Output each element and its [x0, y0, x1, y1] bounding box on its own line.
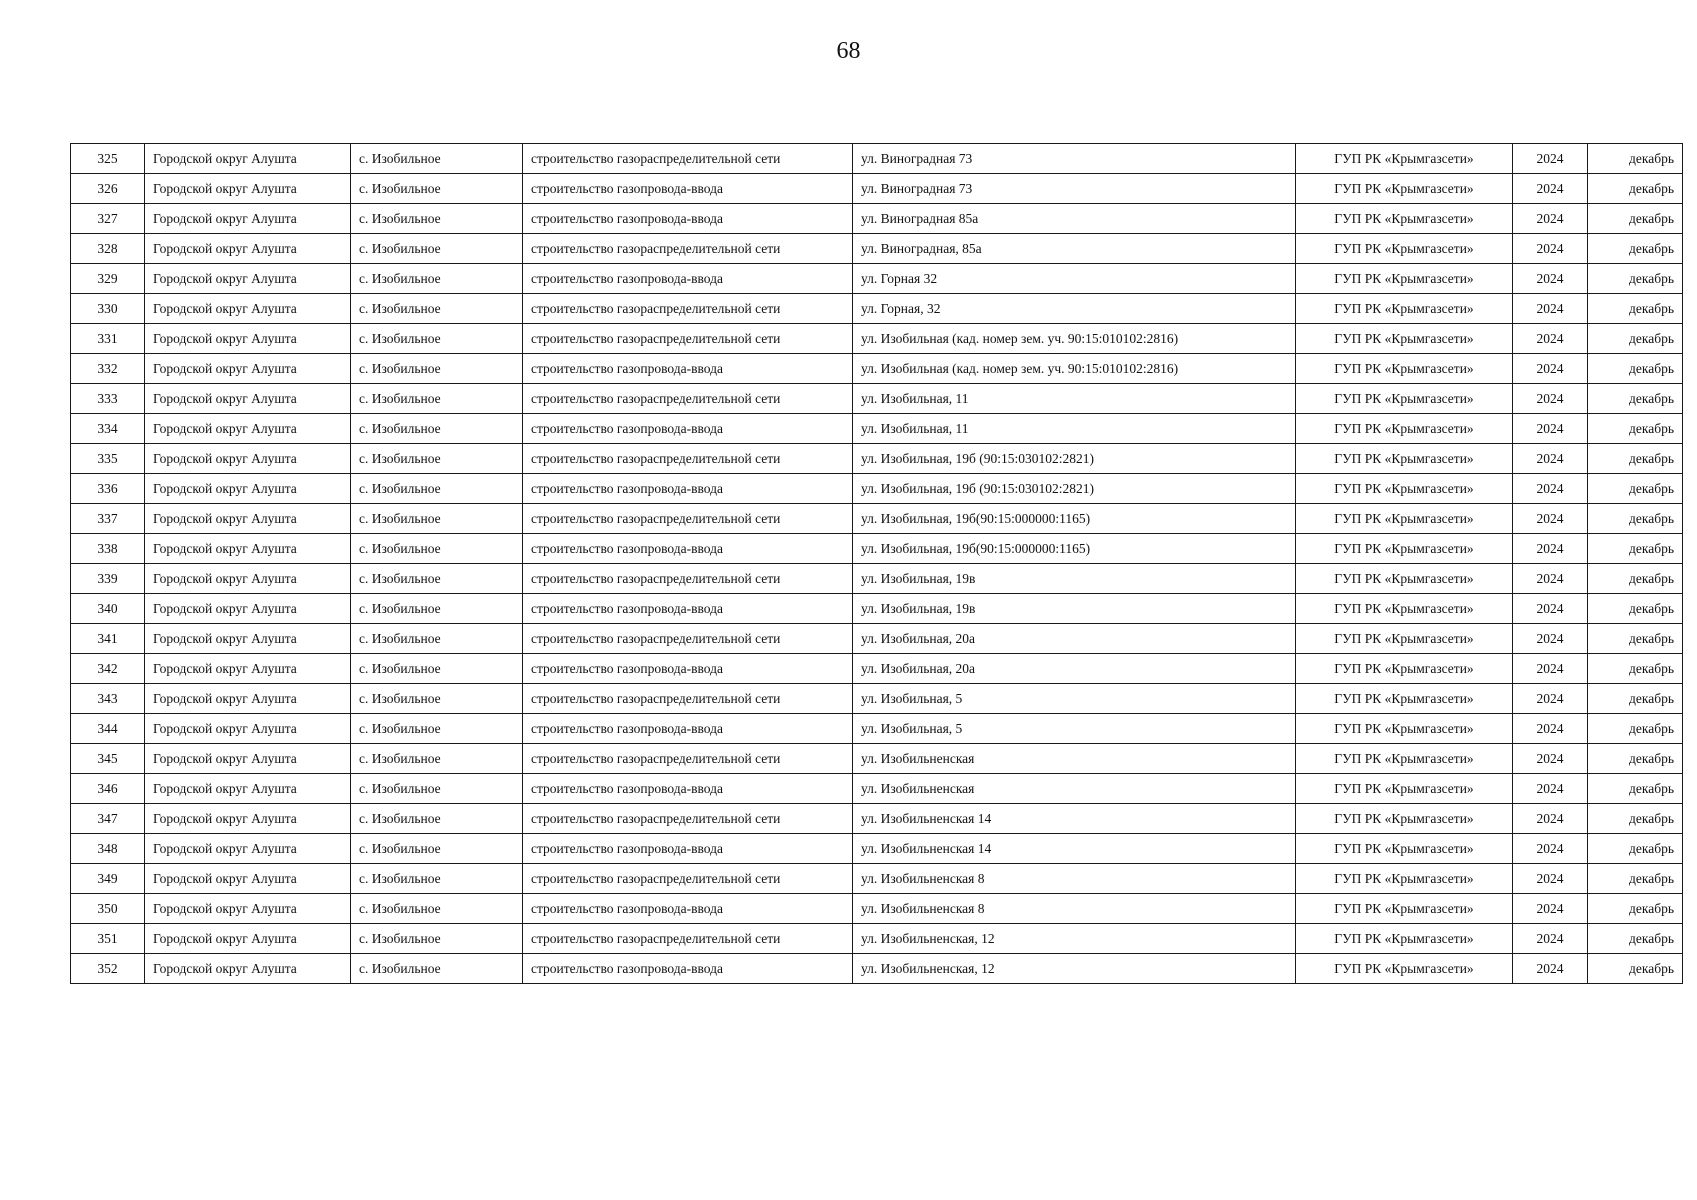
- settlement-cell: с. Изобильное: [351, 264, 523, 294]
- address-cell: ул. Изобильная, 19б (90:15:030102:2821): [853, 474, 1296, 504]
- year-cell: 2024: [1513, 264, 1588, 294]
- district-cell: Городской округ Алушта: [145, 444, 351, 474]
- month-cell: декабрь: [1588, 774, 1683, 804]
- table-row: [71, 234, 1683, 264]
- month-cell: декабрь: [1588, 894, 1683, 924]
- month-cell: декабрь: [1588, 684, 1683, 714]
- settlement-cell: с. Изобильное: [351, 864, 523, 894]
- row-number: 330: [71, 294, 145, 324]
- district-cell: Городской округ Алушта: [145, 924, 351, 954]
- month-cell: декабрь: [1588, 414, 1683, 444]
- table-row: [71, 744, 1683, 774]
- row-number: 341: [71, 624, 145, 654]
- address-cell: ул. Виноградная 73: [853, 144, 1296, 174]
- settlement-cell: с. Изобильное: [351, 744, 523, 774]
- year-cell: 2024: [1513, 894, 1588, 924]
- table-row: [71, 654, 1683, 684]
- row-number: 346: [71, 774, 145, 804]
- work-type-cell: строительство газопровода-ввода: [523, 834, 853, 864]
- row-number: 343: [71, 684, 145, 714]
- work-type-cell: строительство газораспределительной сети: [523, 624, 853, 654]
- organization-cell: ГУП РК «Крымгазсети»: [1296, 324, 1513, 354]
- settlement-cell: с. Изобильное: [351, 804, 523, 834]
- work-type-cell: строительство газораспределительной сети: [523, 804, 853, 834]
- table-row: [71, 894, 1683, 924]
- district-cell: Городской округ Алушта: [145, 534, 351, 564]
- organization-cell: ГУП РК «Крымгазсети»: [1296, 864, 1513, 894]
- organization-cell: ГУП РК «Крымгазсети»: [1296, 174, 1513, 204]
- table-row: [71, 714, 1683, 744]
- row-number: 349: [71, 864, 145, 894]
- month-cell: декабрь: [1588, 234, 1683, 264]
- table-row: [71, 534, 1683, 564]
- month-cell: декабрь: [1588, 144, 1683, 174]
- organization-cell: ГУП РК «Крымгазсети»: [1296, 474, 1513, 504]
- organization-cell: ГУП РК «Крымгазсети»: [1296, 354, 1513, 384]
- work-type-cell: строительство газопровода-ввода: [523, 654, 853, 684]
- settlement-cell: с. Изобильное: [351, 774, 523, 804]
- settlement-cell: с. Изобильное: [351, 504, 523, 534]
- year-cell: 2024: [1513, 954, 1588, 984]
- table-row: [71, 174, 1683, 204]
- month-cell: декабрь: [1588, 444, 1683, 474]
- month-cell: декабрь: [1588, 834, 1683, 864]
- district-cell: Городской округ Алушта: [145, 504, 351, 534]
- table-row: [71, 474, 1683, 504]
- organization-cell: ГУП РК «Крымгазсети»: [1296, 234, 1513, 264]
- district-cell: Городской округ Алушта: [145, 714, 351, 744]
- table-row: [71, 444, 1683, 474]
- address-cell: ул. Изобильная, 20а: [853, 624, 1296, 654]
- year-cell: 2024: [1513, 744, 1588, 774]
- work-type-cell: строительство газопровода-ввода: [523, 954, 853, 984]
- work-type-cell: строительство газораспределительной сети: [523, 744, 853, 774]
- district-cell: Городской округ Алушта: [145, 324, 351, 354]
- work-type-cell: строительство газораспределительной сети: [523, 564, 853, 594]
- address-cell: ул. Изобильная, 11: [853, 414, 1296, 444]
- organization-cell: ГУП РК «Крымгазсети»: [1296, 144, 1513, 174]
- year-cell: 2024: [1513, 594, 1588, 624]
- year-cell: 2024: [1513, 924, 1588, 954]
- address-cell: ул. Виноградная, 85а: [853, 234, 1296, 264]
- table-row: [71, 264, 1683, 294]
- row-number: 335: [71, 444, 145, 474]
- work-type-cell: строительство газораспределительной сети: [523, 384, 853, 414]
- row-number: 331: [71, 324, 145, 354]
- row-number: 337: [71, 504, 145, 534]
- address-cell: ул. Изобильная (кад. номер зем. уч. 90:15:010102:2816): [853, 354, 1296, 384]
- month-cell: декабрь: [1588, 924, 1683, 954]
- organization-cell: ГУП РК «Крымгазсети»: [1296, 504, 1513, 534]
- district-cell: Городской округ Алушта: [145, 264, 351, 294]
- settlement-cell: с. Изобильное: [351, 414, 523, 444]
- row-number: 351: [71, 924, 145, 954]
- month-cell: декабрь: [1588, 714, 1683, 744]
- work-type-cell: строительство газопровода-ввода: [523, 174, 853, 204]
- organization-cell: ГУП РК «Крымгазсети»: [1296, 654, 1513, 684]
- page-number: 68: [836, 38, 861, 64]
- table-row: [71, 834, 1683, 864]
- year-cell: 2024: [1513, 294, 1588, 324]
- table-row: [71, 924, 1683, 954]
- year-cell: 2024: [1513, 504, 1588, 534]
- table-row: [71, 294, 1683, 324]
- year-cell: 2024: [1513, 444, 1588, 474]
- address-cell: ул. Изобильненская 8: [853, 864, 1296, 894]
- row-number: 342: [71, 654, 145, 684]
- month-cell: декабрь: [1588, 324, 1683, 354]
- district-cell: Городской округ Алушта: [145, 894, 351, 924]
- work-type-cell: строительство газопровода-ввода: [523, 204, 853, 234]
- row-number: 350: [71, 894, 145, 924]
- table-row: [71, 954, 1683, 984]
- work-type-cell: строительство газопровода-ввода: [523, 354, 853, 384]
- work-type-cell: строительство газораспределительной сети: [523, 684, 853, 714]
- row-number: 332: [71, 354, 145, 384]
- address-cell: ул. Изобильненская, 12: [853, 924, 1296, 954]
- table-row: [71, 144, 1683, 174]
- work-type-cell: строительство газораспределительной сети: [523, 444, 853, 474]
- year-cell: 2024: [1513, 474, 1588, 504]
- work-type-cell: строительство газопровода-ввода: [523, 534, 853, 564]
- month-cell: декабрь: [1588, 534, 1683, 564]
- year-cell: 2024: [1513, 774, 1588, 804]
- organization-cell: ГУП РК «Крымгазсети»: [1296, 564, 1513, 594]
- month-cell: декабрь: [1588, 654, 1683, 684]
- organization-cell: ГУП РК «Крымгазсети»: [1296, 264, 1513, 294]
- settlement-cell: с. Изобильное: [351, 144, 523, 174]
- work-type-cell: строительство газораспределительной сети: [523, 864, 853, 894]
- address-cell: ул. Изобильная (кад. номер зем. уч. 90:15:010102:2816): [853, 324, 1296, 354]
- district-cell: Городской округ Алушта: [145, 594, 351, 624]
- year-cell: 2024: [1513, 414, 1588, 444]
- district-cell: Городской округ Алушта: [145, 774, 351, 804]
- work-type-cell: строительство газораспределительной сети: [523, 144, 853, 174]
- organization-cell: ГУП РК «Крымгазсети»: [1296, 384, 1513, 414]
- district-cell: Городской округ Алушта: [145, 564, 351, 594]
- row-number: 325: [71, 144, 145, 174]
- settlement-cell: с. Изобильное: [351, 234, 523, 264]
- month-cell: декабрь: [1588, 204, 1683, 234]
- year-cell: 2024: [1513, 534, 1588, 564]
- month-cell: декабрь: [1588, 294, 1683, 324]
- month-cell: декабрь: [1588, 384, 1683, 414]
- address-cell: ул. Изобильненская, 12: [853, 954, 1296, 984]
- table-row: [71, 804, 1683, 834]
- settlement-cell: с. Изобильное: [351, 624, 523, 654]
- table-row: [71, 864, 1683, 894]
- address-cell: ул. Изобильная, 19б(90:15:000000:1165): [853, 534, 1296, 564]
- district-cell: Городской округ Алушта: [145, 684, 351, 714]
- organization-cell: ГУП РК «Крымгазсети»: [1296, 894, 1513, 924]
- settlement-cell: с. Изобильное: [351, 474, 523, 504]
- row-number: 334: [71, 414, 145, 444]
- address-cell: ул. Изобильная, 19в: [853, 594, 1296, 624]
- row-number: 329: [71, 264, 145, 294]
- address-cell: ул. Изобильненская 8: [853, 894, 1296, 924]
- organization-cell: ГУП РК «Крымгазсети»: [1296, 624, 1513, 654]
- table-row: [71, 204, 1683, 234]
- table-row: [71, 384, 1683, 414]
- row-number: 328: [71, 234, 145, 264]
- year-cell: 2024: [1513, 684, 1588, 714]
- month-cell: декабрь: [1588, 744, 1683, 774]
- district-cell: Городской округ Алушта: [145, 204, 351, 234]
- settlement-cell: с. Изобильное: [351, 384, 523, 414]
- settlement-cell: с. Изобильное: [351, 894, 523, 924]
- row-number: 338: [71, 534, 145, 564]
- address-cell: ул. Изобильная, 5: [853, 684, 1296, 714]
- address-cell: ул. Изобильная, 20а: [853, 654, 1296, 684]
- address-cell: ул. Изобильная, 5: [853, 714, 1296, 744]
- table-row: [71, 414, 1683, 444]
- district-cell: Городской округ Алушта: [145, 864, 351, 894]
- district-cell: Городской округ Алушта: [145, 384, 351, 414]
- month-cell: декабрь: [1588, 594, 1683, 624]
- organization-cell: ГУП РК «Крымгазсети»: [1296, 774, 1513, 804]
- table-row: [71, 564, 1683, 594]
- address-cell: ул. Горная 32: [853, 264, 1296, 294]
- table-row: [71, 324, 1683, 354]
- year-cell: 2024: [1513, 804, 1588, 834]
- organization-cell: ГУП РК «Крымгазсети»: [1296, 714, 1513, 744]
- table-row: [71, 354, 1683, 384]
- gas-works-table: [70, 143, 1683, 984]
- settlement-cell: с. Изобильное: [351, 594, 523, 624]
- row-number: 340: [71, 594, 145, 624]
- month-cell: декабрь: [1588, 564, 1683, 594]
- month-cell: декабрь: [1588, 804, 1683, 834]
- settlement-cell: с. Изобильное: [351, 444, 523, 474]
- row-number: 333: [71, 384, 145, 414]
- work-type-cell: строительство газопровода-ввода: [523, 264, 853, 294]
- row-number: 348: [71, 834, 145, 864]
- work-type-cell: строительство газораспределительной сети: [523, 324, 853, 354]
- settlement-cell: с. Изобильное: [351, 294, 523, 324]
- organization-cell: ГУП РК «Крымгазсети»: [1296, 414, 1513, 444]
- row-number: 336: [71, 474, 145, 504]
- organization-cell: ГУП РК «Крымгазсети»: [1296, 804, 1513, 834]
- work-type-cell: строительство газопровода-ввода: [523, 714, 853, 744]
- row-number: 345: [71, 744, 145, 774]
- organization-cell: ГУП РК «Крымгазсети»: [1296, 534, 1513, 564]
- month-cell: декабрь: [1588, 504, 1683, 534]
- row-number: 347: [71, 804, 145, 834]
- settlement-cell: с. Изобильное: [351, 534, 523, 564]
- year-cell: 2024: [1513, 834, 1588, 864]
- row-number: 327: [71, 204, 145, 234]
- address-cell: ул. Горная, 32: [853, 294, 1296, 324]
- year-cell: 2024: [1513, 354, 1588, 384]
- address-cell: ул. Изобильная, 19в: [853, 564, 1296, 594]
- year-cell: 2024: [1513, 384, 1588, 414]
- district-cell: Городской округ Алушта: [145, 804, 351, 834]
- address-cell: ул. Изобильненская: [853, 744, 1296, 774]
- work-type-cell: строительство газораспределительной сети: [523, 924, 853, 954]
- table-row: [71, 504, 1683, 534]
- settlement-cell: с. Изобильное: [351, 324, 523, 354]
- year-cell: 2024: [1513, 204, 1588, 234]
- organization-cell: ГУП РК «Крымгазсети»: [1296, 834, 1513, 864]
- work-type-cell: строительство газораспределительной сети: [523, 294, 853, 324]
- address-cell: ул. Изобильная, 19б (90:15:030102:2821): [853, 444, 1296, 474]
- year-cell: 2024: [1513, 234, 1588, 264]
- month-cell: декабрь: [1588, 864, 1683, 894]
- organization-cell: ГУП РК «Крымгазсети»: [1296, 204, 1513, 234]
- month-cell: декабрь: [1588, 954, 1683, 984]
- settlement-cell: с. Изобильное: [351, 684, 523, 714]
- address-cell: ул. Изобильная, 19б(90:15:000000:1165): [853, 504, 1296, 534]
- district-cell: Городской округ Алушта: [145, 414, 351, 444]
- organization-cell: ГУП РК «Крымгазсети»: [1296, 294, 1513, 324]
- settlement-cell: с. Изобильное: [351, 954, 523, 984]
- table-row: [71, 774, 1683, 804]
- row-number: 339: [71, 564, 145, 594]
- organization-cell: ГУП РК «Крымгазсети»: [1296, 684, 1513, 714]
- work-type-cell: строительство газопровода-ввода: [523, 474, 853, 504]
- district-cell: Городской округ Алушта: [145, 744, 351, 774]
- month-cell: декабрь: [1588, 354, 1683, 384]
- organization-cell: ГУП РК «Крымгазсети»: [1296, 954, 1513, 984]
- settlement-cell: с. Изобильное: [351, 174, 523, 204]
- month-cell: декабрь: [1588, 174, 1683, 204]
- address-cell: ул. Изобильненская 14: [853, 804, 1296, 834]
- district-cell: Городской округ Алушта: [145, 294, 351, 324]
- organization-cell: ГУП РК «Крымгазсети»: [1296, 744, 1513, 774]
- district-cell: Городской округ Алушта: [145, 354, 351, 384]
- work-type-cell: строительство газораспределительной сети: [523, 234, 853, 264]
- row-number: 326: [71, 174, 145, 204]
- settlement-cell: с. Изобильное: [351, 834, 523, 864]
- organization-cell: ГУП РК «Крымгазсети»: [1296, 924, 1513, 954]
- month-cell: декабрь: [1588, 474, 1683, 504]
- organization-cell: ГУП РК «Крымгазсети»: [1296, 444, 1513, 474]
- year-cell: 2024: [1513, 564, 1588, 594]
- district-cell: Городской округ Алушта: [145, 954, 351, 984]
- year-cell: 2024: [1513, 864, 1588, 894]
- district-cell: Городской округ Алушта: [145, 144, 351, 174]
- year-cell: 2024: [1513, 324, 1588, 354]
- address-cell: ул. Изобильная, 11: [853, 384, 1296, 414]
- table-body: [71, 144, 1683, 984]
- work-type-cell: строительство газопровода-ввода: [523, 774, 853, 804]
- year-cell: 2024: [1513, 144, 1588, 174]
- district-cell: Городской округ Алушта: [145, 654, 351, 684]
- row-number: 344: [71, 714, 145, 744]
- settlement-cell: с. Изобильное: [351, 924, 523, 954]
- settlement-cell: с. Изобильное: [351, 564, 523, 594]
- year-cell: 2024: [1513, 654, 1588, 684]
- table-row: [71, 594, 1683, 624]
- district-cell: Городской округ Алушта: [145, 174, 351, 204]
- year-cell: 2024: [1513, 174, 1588, 204]
- address-cell: ул. Виноградная 73: [853, 174, 1296, 204]
- work-type-cell: строительство газораспределительной сети: [523, 504, 853, 534]
- district-cell: Городской округ Алушта: [145, 474, 351, 504]
- row-number: 352: [71, 954, 145, 984]
- month-cell: декабрь: [1588, 624, 1683, 654]
- year-cell: 2024: [1513, 624, 1588, 654]
- district-cell: Городской округ Алушта: [145, 834, 351, 864]
- work-type-cell: строительство газопровода-ввода: [523, 594, 853, 624]
- month-cell: декабрь: [1588, 264, 1683, 294]
- table-row: [71, 624, 1683, 654]
- settlement-cell: с. Изобильное: [351, 354, 523, 384]
- organization-cell: ГУП РК «Крымгазсети»: [1296, 594, 1513, 624]
- settlement-cell: с. Изобильное: [351, 204, 523, 234]
- district-cell: Городской округ Алушта: [145, 624, 351, 654]
- district-cell: Городской округ Алушта: [145, 234, 351, 264]
- year-cell: 2024: [1513, 714, 1588, 744]
- table-row: [71, 684, 1683, 714]
- work-type-cell: строительство газопровода-ввода: [523, 894, 853, 924]
- settlement-cell: с. Изобильное: [351, 654, 523, 684]
- settlement-cell: с. Изобильное: [351, 714, 523, 744]
- address-cell: ул. Изобильненская: [853, 774, 1296, 804]
- work-type-cell: строительство газопровода-ввода: [523, 414, 853, 444]
- address-cell: ул. Виноградная 85а: [853, 204, 1296, 234]
- address-cell: ул. Изобильненская 14: [853, 834, 1296, 864]
